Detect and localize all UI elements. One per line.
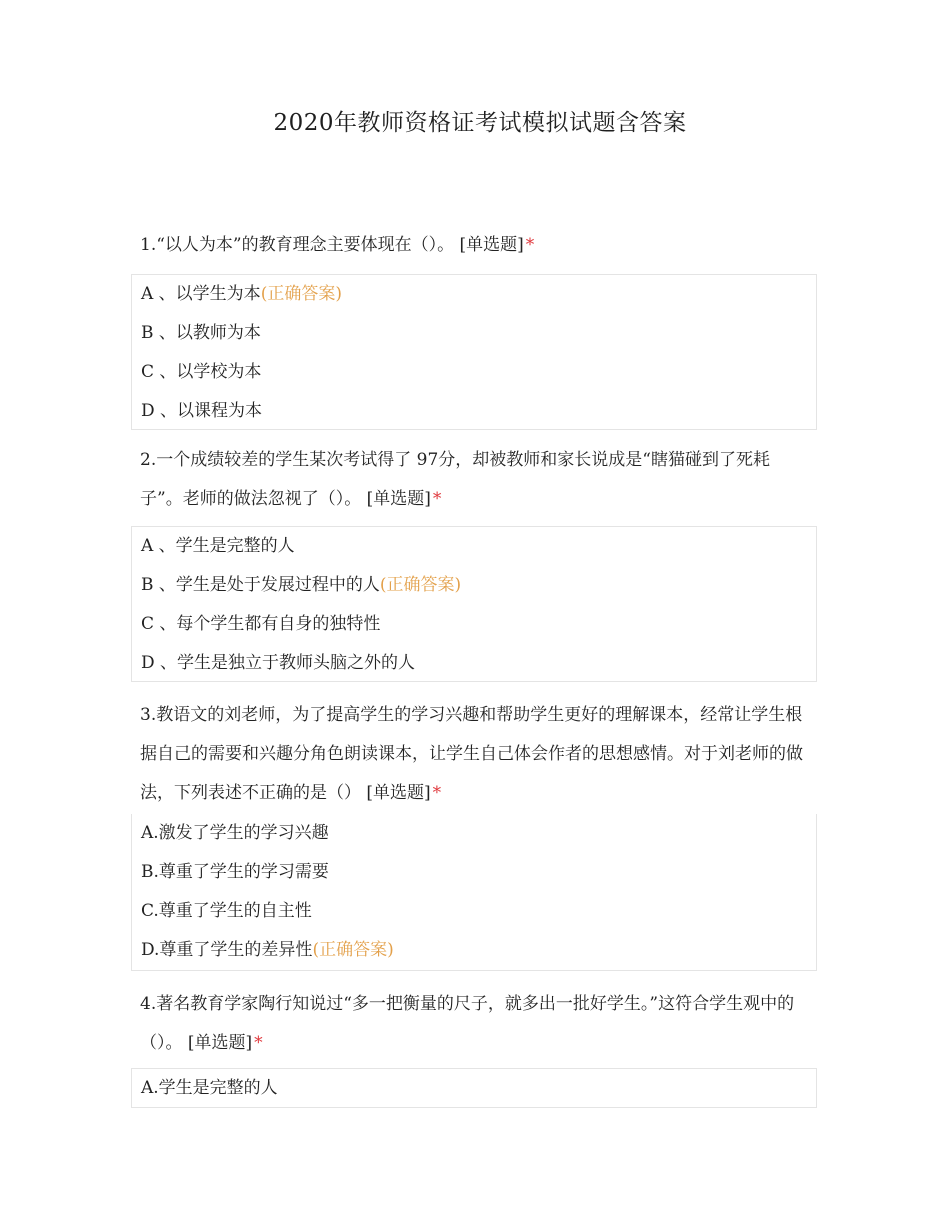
question-3-text: 3.教语文的刘老师，为了提高学生的学习兴趣和帮助学生更好的理解课本，经常让学生根据自己的需要和兴趣分角色朗读课本，让学生自己体会作者的思想感情。对于刘老师的做法，下列表述不正确的是（） [单选题] * xyxy=(140,705,803,803)
option-4a[interactable]: A.学生是完整的人 xyxy=(141,1078,278,1098)
question-2-text: 2.一个成绩较差的学生某次考试得了 97分，却被教师和家长说成是“瞎猫碰到了死耗子”。老师的做法忽视了（）。 [单选题] * xyxy=(140,450,770,509)
option-3a[interactable]: A.激发了学生的学习兴趣 xyxy=(141,823,329,843)
option-1c[interactable]: C 、以学校为本 xyxy=(141,362,262,382)
document-title: 2020年教师资格证考试模拟试题含答案 xyxy=(273,110,687,136)
question-1-options xyxy=(131,274,817,430)
question-3-options xyxy=(131,814,817,971)
question-2-options xyxy=(131,526,817,682)
option-2d[interactable]: D 、学生是独立于教师头脑之外的人 xyxy=(141,653,416,673)
option-3d[interactable]: D.尊重了学生的差异性(正确答案) xyxy=(141,940,394,960)
option-1b[interactable]: B 、以教师为本 xyxy=(141,323,261,343)
question-4-options xyxy=(131,1068,817,1108)
question-1-text: 1.“以人为本”的教育理念主要体现在（）。 [单选题] * xyxy=(140,235,535,255)
option-2c[interactable]: C 、每个学生都有自身的独特性 xyxy=(141,614,381,634)
option-3c[interactable]: C.尊重了学生的自主性 xyxy=(141,901,312,921)
option-1a[interactable]: A 、以学生为本(正确答案) xyxy=(141,284,342,304)
option-1d[interactable]: D 、以课程为本 xyxy=(141,401,263,421)
required-star: * xyxy=(525,235,535,255)
option-2b[interactable]: B 、学生是处于发展过程中的人(正确答案) xyxy=(141,575,462,595)
required-star: * xyxy=(432,489,442,509)
correct-answer-tag: (正确答案) xyxy=(379,575,462,595)
option-2a[interactable]: A 、学生是完整的人 xyxy=(141,536,295,556)
correct-answer-tag: (正确答案) xyxy=(260,284,342,304)
correct-answer-tag: (正确答案) xyxy=(312,940,394,960)
required-star: * xyxy=(254,1033,263,1053)
option-3b[interactable]: B.尊重了学生的学习需要 xyxy=(141,862,329,882)
required-star: * xyxy=(432,783,442,803)
question-4-text: 4.著名教育学家陶行知说过“多一把衡量的尺子，就多出一批好学生。”这符合学生观中的（）。 [单选题] * xyxy=(140,994,795,1053)
